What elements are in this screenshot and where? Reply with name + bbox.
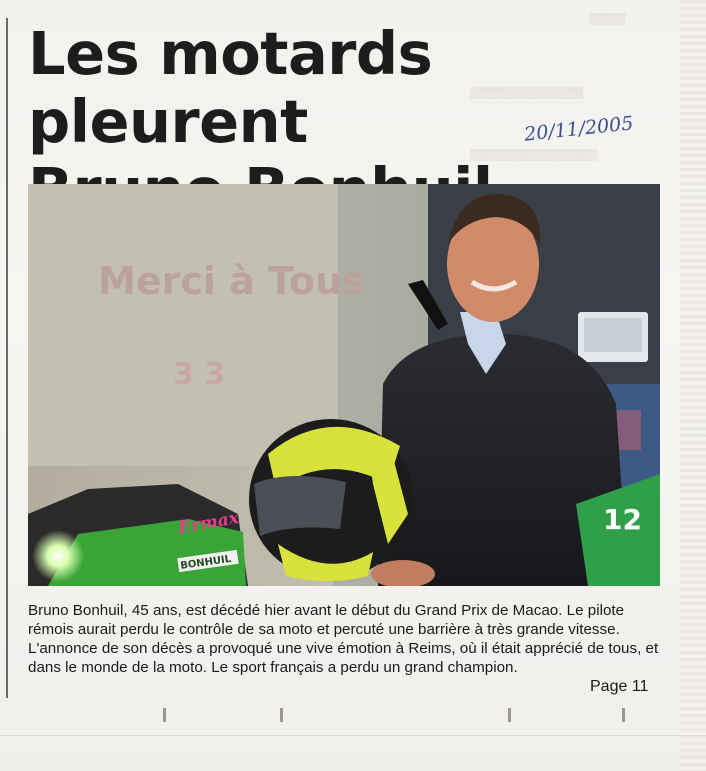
- ermax-sticker: Ermax: [176, 508, 241, 539]
- handwritten-date: 20/11/2005: [523, 112, 635, 146]
- screen-number: 3 3: [173, 357, 226, 392]
- camera-flash: [32, 530, 84, 582]
- helmet-visor: [254, 476, 346, 536]
- bike-name: BONHUIL: [179, 553, 232, 572]
- fold-mark: [508, 708, 511, 722]
- fold-mark: [622, 708, 625, 722]
- photo-caption: [28, 601, 660, 677]
- paper-crease: [0, 735, 706, 736]
- photo-illustration: [28, 184, 660, 586]
- screen-text: Merci à Tous: [98, 259, 365, 303]
- torn-edge: [680, 0, 706, 771]
- headline-line-1: Les motards pleurent: [28, 19, 433, 156]
- bleed-through-text: ▒▒▒▒▒▒▒▒▒▒▒▒▒▒▒▒: [470, 88, 584, 99]
- bleed-through-text: ▒▒▒▒▒: [590, 14, 626, 25]
- fold-mark: [280, 708, 283, 722]
- bleed-through-text: ▒▒▒▒▒▒▒▒▒▒▒▒▒▒▒▒▒▒: [470, 150, 598, 161]
- projection-screen: [28, 184, 338, 466]
- page-number: Page 11: [590, 678, 649, 695]
- article-photo: [28, 184, 660, 586]
- monitor-screen: [584, 318, 642, 352]
- caption-text: Bruno Bonhuil, 45 ans, est décédé hier avant le début du Grand Prix de Macao. Le pilote rémois aurait perdu le contrôle de sa moto et percuté une barrière à très grande vitesse. L'annonce de son décès a provoqué une vive émotion à Reims, où il était apprécié de tous, et dans le monde de la moto. Le sport français a perdu un grand champion.: [28, 602, 659, 676]
- fold-mark: [163, 708, 166, 722]
- column-rule: [6, 18, 8, 698]
- bike-number: 12: [603, 503, 642, 536]
